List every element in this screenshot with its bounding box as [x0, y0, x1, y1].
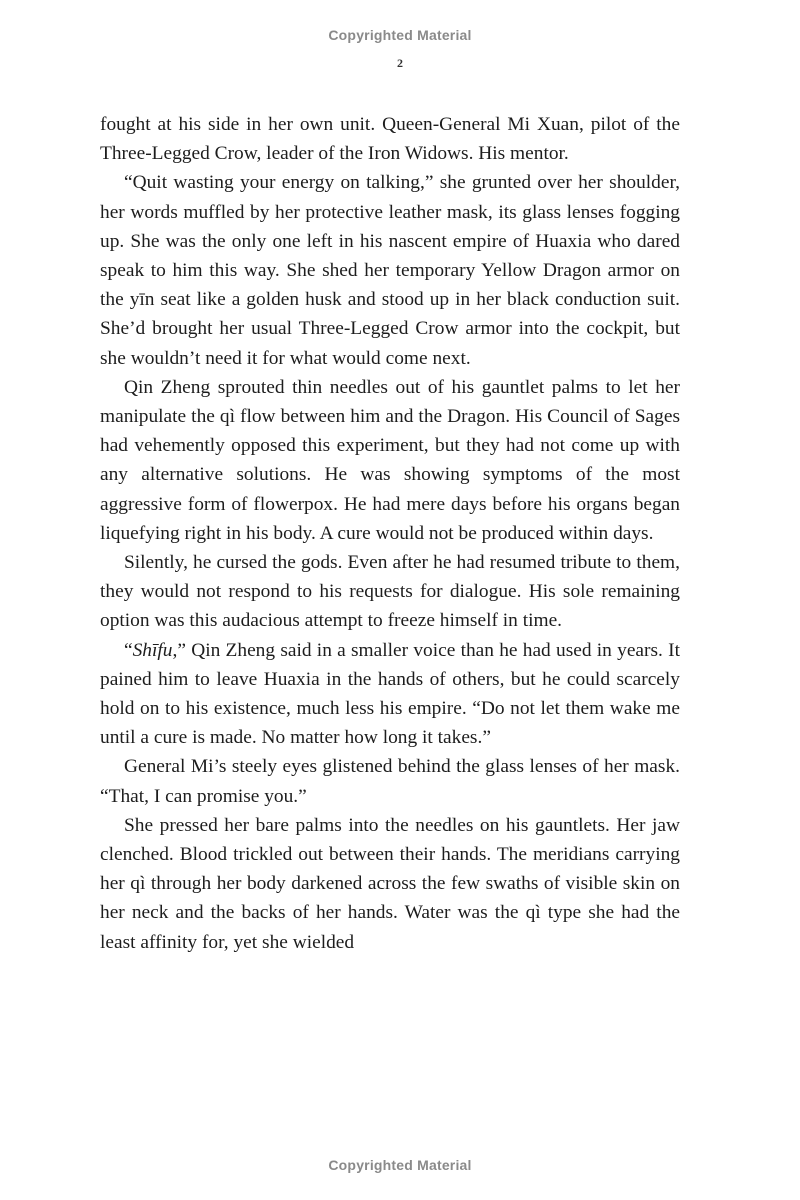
paragraph-4: Silently, he cursed the gods. Even after he had resumed tribute to them, they would not respond to his requests for dialogue. His sole remaining option was this audacious attempt to freeze himself in time. — [100, 552, 680, 632]
copyright-footer: Copyrighted Material — [328, 1157, 472, 1173]
page-body — [100, 110, 680, 957]
paragraph-7: She pressed her bare palms into the needles on his gauntlets. Her jaw clenched. Blood trickled out between their hands. The meridians carrying her qì through her body darkened across the few swaths of visible skin on her neck and the backs of her hands. Water was the qì type she had the least affinity for, yet she wielded — [100, 814, 680, 953]
quote-open: “ — [124, 639, 133, 661]
shifu-word: Shīfu — [132, 639, 173, 661]
paragraph-5 — [100, 636, 680, 753]
paragraph-2: “Quit wasting your energy on talking,” she grunted over her shoulder, her words muffled by her protective leather mask, its glass lenses fogging up. She was the only one left in his nascent empire of Huaxia who dared speak to him this way. She shed her temporary Yellow Dragon armor on the yīn seat like a golden husk and stood up in her black conduction suit. She’d brought her usual Three-Legged Crow armor into the cockpit, but she wouldn’t need it for what would come next. — [100, 172, 680, 369]
paragraph-3: Qin Zheng sprouted thin needles out of his gauntlet palms to let her manipulate the qì flow between him and the Dragon. His Council of Sages had vehemently opposed this experiment, but they had not come up with any alternative solutions. He was showing symptoms of the most aggressive form of flowerpox. He had mere days before his organs began liquefying right in his body. A cure would not be produced within days. — [100, 376, 680, 544]
paragraph-6: General Mi’s steely eyes glistened behind the glass lenses of her mask. “That, I can promise you.” — [100, 756, 680, 807]
paragraph-5-rest: ,” Qin Zheng said in a smaller voice than he had used in years. It pained him to leave Huaxia in the hands of others, but he could scarcely hold on to his existence, much less his empire. “Do not let them wake me until a cure is made. No matter how long it takes.” — [100, 639, 680, 749]
copyright-header: Copyrighted Material — [328, 27, 472, 43]
page-number: 2 — [397, 56, 403, 70]
paragraph-1: fought at his side in her own unit. Queen-General Mi Xuan, pilot of the Three-Legged Crow, leader of the Iron Widows. His mentor. — [100, 114, 680, 165]
